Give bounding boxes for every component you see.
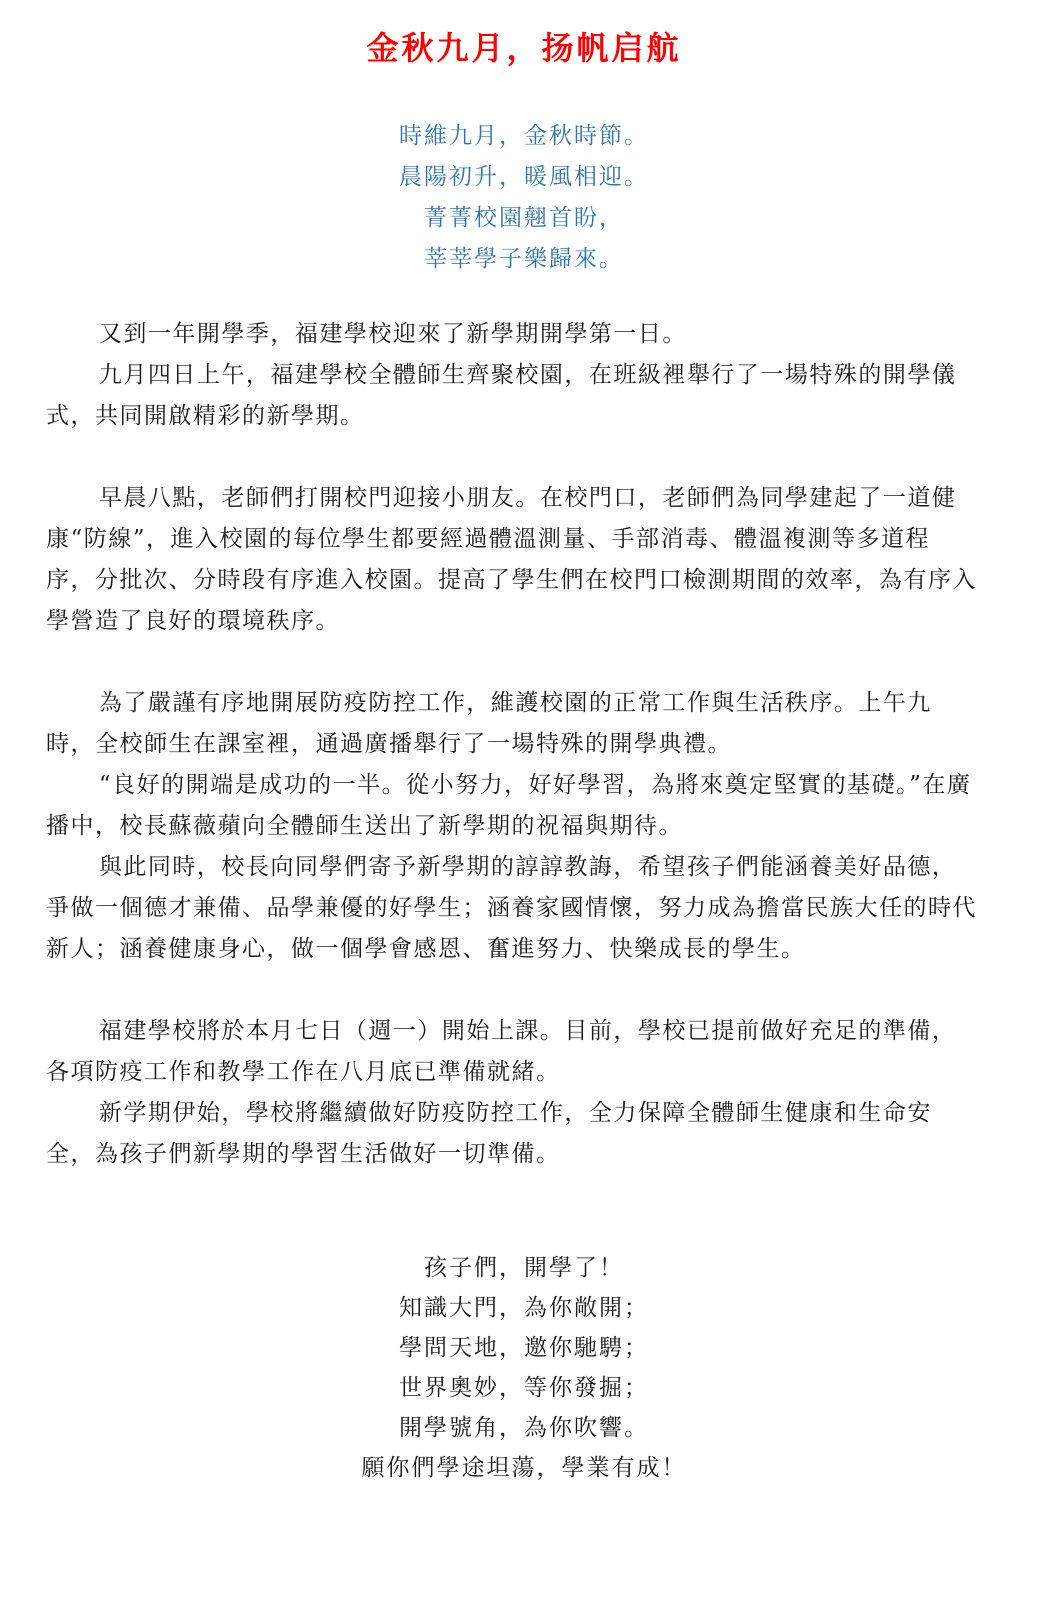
paragraph: 福建學校將於本月七日（週一）開始上課。目前，學校已提前做好充足的準備，各項防疫工作和教學工作在八月底已準備就緒。 [46,1018,957,1085]
poem-line: 晨陽初升，暖風相迎。 [399,164,649,190]
closing-line: 開學號角，為你吹響。 [399,1415,649,1441]
paragraph-spacer [46,642,978,683]
paragraph-spacer [46,437,978,478]
paragraph: 為了嚴謹有序地開展防疫防控工作，維護校園的正常工作與生活秩序。上午九時，全校師生在課室裡，通過廣播舉行了一場特殊的開學典禮。 [46,690,932,757]
closing-line: 學問天地，邀你馳騁； [399,1335,649,1361]
paragraph-spacer [46,970,978,1011]
article-body [46,314,978,1175]
closing-line: 願你們學途坦蕩，學業有成！ [361,1455,687,1481]
closing-line: 世界奧妙，等你發掘； [399,1375,649,1401]
poem-line: 菁菁校園翹首盼， [424,205,624,231]
paragraph: 新学期伊始，學校將繼續做好防疫防控工作，全力保障全體師生健康和生命安全，為孩子們新學期的學習生活做好一切準備。 [46,1100,932,1167]
opening-poem [0,116,1048,280]
poem-line: 莘莘學子樂歸來。 [424,246,624,272]
paragraph: “良好的開端是成功的一半。從小努力，好好學習，為將來奠定堅實的基礎。”在廣播中，校長蘇薇蘋向全體師生送出了新學期的祝福與期待。 [46,772,972,839]
closing-line: 孩子們，開學了！ [424,1255,624,1281]
poem-line: 時維九月，金秋時節。 [399,123,649,149]
closing-verse [0,1248,1048,1488]
closing-line: 知識大門，為你敞開； [399,1295,649,1321]
document-title: 金秋九月，扬帆启航 [366,29,682,67]
paragraph: 早晨八點，老師們打開校門迎接小朋友。在校門口，老師們為同學建起了一道健康“防線”，進入校園的每位學生都要經過體溫測量、手部消毒、體溫複測等多道程序，分批次、分時段有序進入校園。提高了學生們在校門口檢測期間的效率，為有序入學營造了良好的環境秩序。 [46,485,977,634]
paragraph: 九月四日上午，福建學校全體師生齊聚校園，在班級裡舉行了一場特殊的開學儀式，共同開啟精彩的新學期。 [46,362,957,429]
paragraph: 與此同時，校長向同學們寄予新學期的諄諄教誨，希望孩子們能涵養美好品德，爭做一個德才兼備、品學兼優的好學生；涵養家國情懷，努力成為擔當民族大任的時代新人；涵養健康身心，做一個學會感恩、奮進努力、快樂成長的學生。 [46,854,977,962]
paragraph: 又到一年開學季，福建學校迎來了新學期開學第一日。 [98,321,687,347]
